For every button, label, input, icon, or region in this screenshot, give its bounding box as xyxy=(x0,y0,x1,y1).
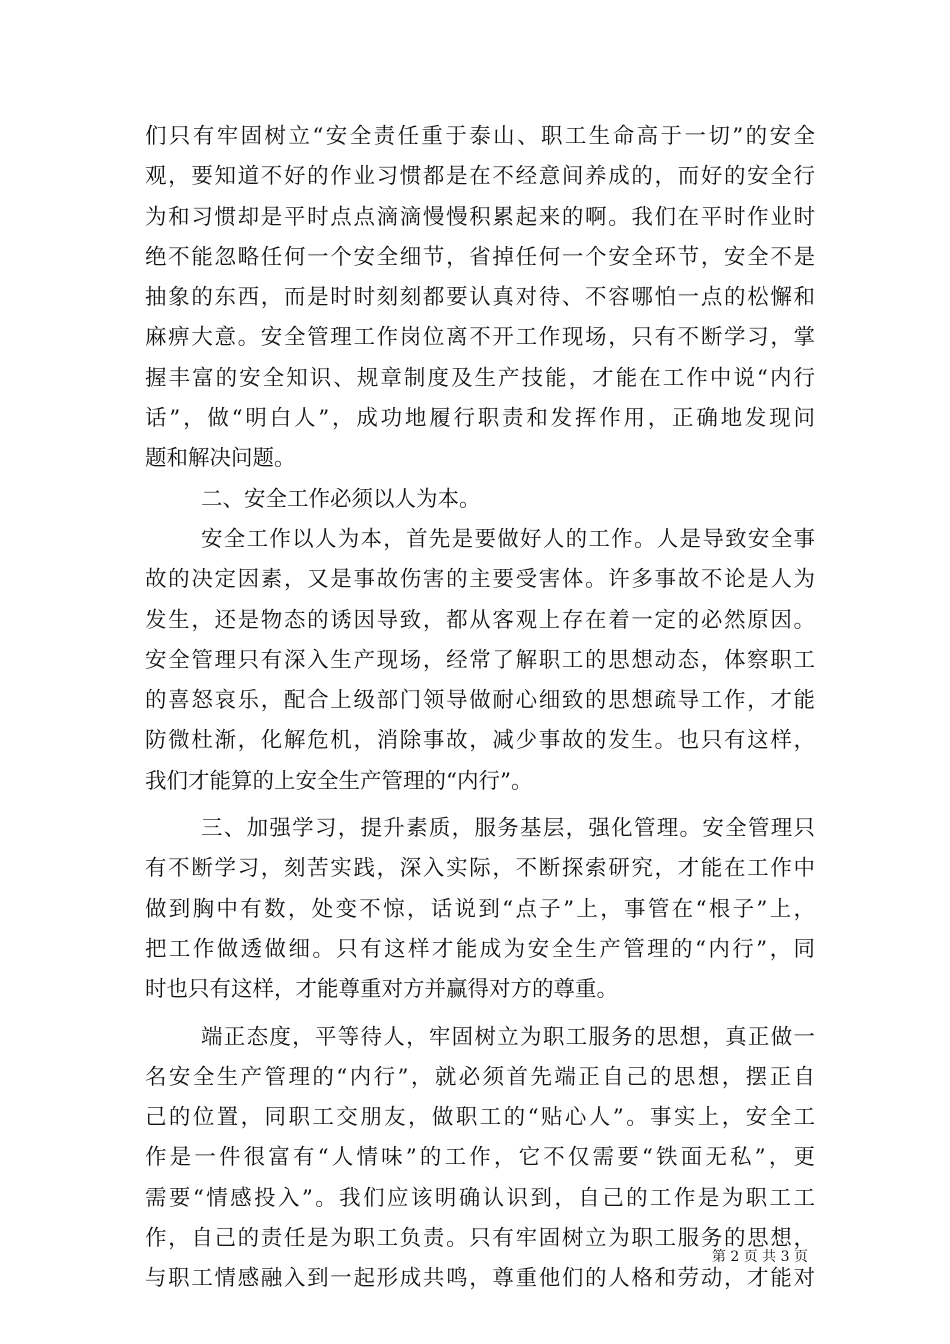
text-line: 有不断学习，刻苦实践，深入实际，不断探索研究，才能在工作中 xyxy=(145,856,815,882)
text-line: 端正态度，平等待人，牢固树立为职工服务的思想，真正做一 xyxy=(201,1024,815,1050)
text-line: 与职工情感融入到一起形成共鸣，尊重他们的人格和劳动，才能对 xyxy=(145,1266,815,1292)
text-line: 时也只有这样，才能尊重对方并赢得对方的尊重。 xyxy=(145,977,619,1003)
text-line: 发生，还是物态的诱因导致，都从客观上存在着一定的必然原因。 xyxy=(145,607,815,633)
text-line: 三、加强学习，提升素质，服务基层，强化管理。安全管理只 xyxy=(201,816,815,842)
text-line: 握丰富的安全知识、规章制度及生产技能，才能在工作中说“内行 xyxy=(145,365,815,391)
text-line: 名安全生产管理的“内行”，就必须首先端正自己的思想，摆正自 xyxy=(145,1064,815,1090)
text-line: 需要“情感投入”。我们应该明确认识到，自己的工作是为职工工 xyxy=(145,1185,815,1211)
text-line: 把工作做透做细。只有这样才能成为安全生产管理的“内行”，同 xyxy=(145,936,815,962)
text-line: 抽象的东西，而是时时刻刻都要认真对待、不容哪怕一点的松懈和 xyxy=(145,285,815,311)
text-line: 作，自己的责任是为职工负责。只有牢固树立为职工服务的思想， xyxy=(145,1226,815,1252)
text-line: 做到胸中有数，处变不惊，话说到“点子”上，事管在“根子”上， xyxy=(145,896,815,922)
text-line: 己的位置，同职工交朋友，做职工的“贴心人”。事实上，安全工 xyxy=(145,1105,815,1131)
text-line: 安全工作以人为本，首先是要做好人的工作。人是导致安全事 xyxy=(201,526,815,552)
text-line: 观，要知道不好的作业习惯都是在不经意间养成的，而好的安全行 xyxy=(145,164,815,190)
page-number: 第 2 页 共 3 页 xyxy=(711,1249,808,1265)
text-line: 题和解决问题。 xyxy=(145,446,296,472)
document-body xyxy=(145,117,815,1300)
text-line: 故的决定因素，又是事故伤害的主要受害体。许多事故不论是人为 xyxy=(145,567,815,593)
text-line: 们只有牢固树立“安全责任重于泰山、职工生命高于一切”的安全 xyxy=(145,124,815,149)
text-line: 麻痹大意。安全管理工作岗位离不开工作现场，只有不断学习，掌 xyxy=(145,325,815,351)
text-line: 话”，做“明白人”，成功地履行职责和发挥作用，正确地发现问 xyxy=(145,406,815,432)
text-line: 绝不能忽略任何一个安全细节，省掉任何一个安全环节，安全不是 xyxy=(145,244,815,270)
text-line: 我们才能算的上安全生产管理的“内行”。 xyxy=(145,768,533,794)
text-line: 为和习惯却是平时点点滴滴慢慢积累起来的啊。我们在平时作业时 xyxy=(145,204,815,230)
section-heading: 二、安全工作必须以人为本。 xyxy=(201,486,481,512)
text-line: 防微杜渐，化解危机，消除事故，减少事故的发生。也只有这样， xyxy=(145,728,815,754)
text-line: 作是一件很富有“人情味”的工作，它不仅需要“铁面无私”，更 xyxy=(145,1145,815,1171)
text-line: 安全管理只有深入生产现场，经常了解职工的思想动态，体察职工 xyxy=(145,647,815,673)
text-line: 的喜怒哀乐，配合上级部门领导做耐心细致的思想疏导工作，才能 xyxy=(145,688,815,714)
